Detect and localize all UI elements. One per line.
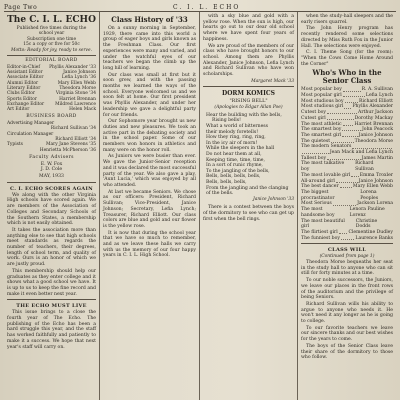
list-item: The most beautiful girl Christine Dodds	[301, 218, 378, 230]
board-row: Richard Elliott '34	[55, 137, 96, 142]
masthead-line-2: school year	[38, 31, 65, 37]
board-row: Alumni Editor Mary Ellen Webb	[7, 80, 96, 86]
business-board-label: BUSINESS BOARD	[26, 114, 77, 120]
list-item: The biggest procrastinator Lorena Peoples	[301, 189, 379, 201]
article-paragraph: Richard Sullivan wills his ability to argue to anyone who needs it. He won't need it any longer as he is going to college.	[301, 301, 393, 325]
list-item: The best dancer Mary Ellen Webb	[301, 184, 393, 190]
article-paragraph: C. I. Theme Song (for the room): "When the Cows Come Home Around the Corner"	[301, 50, 393, 67]
article-paragraph: On a sunny morning in September, 1929, there came into this world a group of eager boys and girls known as the Freshman Class. Our first experiences were many and varied, and under the watchful eyes of our teachers we began the climb up the long hill of learning.	[103, 26, 196, 71]
faculty-adviser: J. D. Cole	[40, 167, 63, 173]
article-paragraph: As Juniors we were busier than ever. We gave the Junior-Senior reception and it was declared the most successful party of the year. We also gave a play, 'Aunt Lucia,' which was enjoyed by all who attended.	[103, 154, 196, 188]
article-paragraph: Our class was small at first but it soon grew, and with the passing months we learned the ways of the school. Everyone welcomed us and we soon felt at home. Our first president was Phyllis Alexander, and under her leadership we gave a delightful party for our friends.	[103, 72, 196, 118]
column-3	[200, 12, 298, 400]
byline: Janice Johnson '33	[252, 196, 294, 202]
article-paragraph: There is a contest between the boys of the dormitory to see who can get up first when the bell rings.	[203, 205, 294, 222]
divider	[203, 86, 294, 87]
article-paragraph: Theodora Morse bequeaths her seat in the study hall to anyone who can sit still for forty minutes at a time.	[301, 260, 393, 277]
article-paragraph: when the study-hall sleepers and the early risers quarrel.	[301, 14, 393, 25]
article-paragraph: The John Henry program has recently rendered some selections directed by Miss Ruth Fox in the Junior Hall. The selections were enjoyed.	[301, 26, 393, 49]
list-item: The smartest boy John Peacock	[301, 127, 393, 133]
business-board-list	[7, 121, 96, 153]
list-item: Most studious girl Phyllis Alexander	[301, 104, 393, 110]
board-row: Circulation Manager	[7, 131, 54, 137]
list-item: The smartest girl Janice Johnson	[301, 132, 393, 138]
board-row: Richard Sullivan '34	[50, 126, 96, 132]
masthead-line-4: 15c a copy or five for 50c	[23, 42, 80, 48]
verse-title: "RISING BELL"	[229, 99, 268, 105]
article-paragraph: It is now that during the school year that we have so much to remember, and as we leave these halls we carry with us the memory of our four happy years in C. I. L. High School.	[103, 230, 196, 259]
article-paragraph: with a sky blue and gold with a yellow rose. When the sun is high, our hearts go out to our dear old school where we have spent four years of happiness.	[203, 14, 294, 42]
board-row: Associate Editor Lefia Lynch '36	[7, 75, 96, 81]
verse-line: their melody foretells!	[206, 129, 259, 135]
list-item: The most handsome boy Lenora Pauline Lorenz	[301, 207, 385, 218]
board-row: Exchange Editor Mildred Lawrence	[7, 101, 96, 107]
article-paragraph: We are proud of the members of our class who have brought honors to our school. Among them are Phyllis Alexander, Janice Johnson, Lefia Lynch and Richard Sullivan who have won scholarships.	[203, 43, 294, 78]
column-2	[100, 12, 200, 400]
board-row: Henrietta McPherson '36	[39, 147, 96, 153]
article-paragraph: It takes the association more than anything else to see that high schools meet standards as regards the number of teachers, their degrees, length of school term, and quality of work. Ours is an honor of which we are justly proud.	[7, 227, 96, 268]
running-head	[4, 2, 396, 12]
list-item: Most Serious Jackson Lorena	[301, 201, 393, 207]
list-item: Cutest girl Dorothy Mackay	[301, 115, 393, 121]
list-item: All-around girl Janice Johnson	[301, 178, 393, 184]
editorial-board-list	[7, 65, 96, 113]
board-row: Sports Editor Harriet Brennan	[7, 96, 96, 102]
class-will-heading: CLASS WILL	[327, 247, 367, 254]
list-item: Jean Mack and Lefia Lynch	[301, 150, 393, 156]
list-item: The most talkative boy Richard Sullivan	[301, 161, 374, 173]
verse-line: In a sort of runic rhyme,	[206, 163, 263, 169]
verse-line: What a world of bitterness	[206, 124, 269, 130]
verse-line: of the bells.	[206, 191, 234, 197]
masthead-line-3: Subscription one time	[26, 36, 77, 42]
divider	[7, 55, 96, 56]
verse-line: In the icy air of morn!	[206, 140, 258, 146]
article-paragraph: At last we became Seniors. We chose as our officers: President, Richard Sullivan; Vice-President, Janice Johnson; Secretary, Lefia Lynch; Treasurer, Richard Elliott. Our class colors are blue and gold and our flower is the yellow rose.	[103, 189, 196, 229]
divider	[7, 299, 96, 300]
verse-line: Do not hear them at all,	[206, 152, 262, 157]
board-row: Typists Mary Jane Stevens '35	[7, 142, 96, 148]
article-heading: C. I. ECHO SCORES AGAIN	[10, 185, 93, 192]
verse-line: Bells, bells, bells, bells,	[206, 174, 261, 180]
column-1	[4, 12, 100, 400]
verse-line: Keeping time, time, time,	[206, 157, 265, 163]
faculty-adviser: E. W. Fox	[40, 161, 63, 167]
verse-line: Bells, bells, bells,	[206, 179, 247, 185]
article-paragraph: We along with the other Virginia High schools have scored again. We are members of the Association of Colleges and Secondary Schools of the Southern States, a membership which is not easily obtained.	[7, 192, 96, 227]
column-4	[298, 12, 396, 400]
continued-note: (Continued from page 1)	[319, 254, 375, 260]
verse-line: How they ring, ring, ring,	[206, 135, 266, 141]
article-paragraph: The boys of the Senior Class leave their share of the dormitory to those who follow.	[301, 343, 393, 361]
board-row: Editor-in-Chief Phyllis Alexander '33	[7, 64, 96, 70]
verse	[203, 113, 294, 197]
whos-who-heading: Who's Who in the Senior Class	[312, 68, 382, 86]
list-item: Cutest boy Arthur Jackson	[301, 110, 393, 116]
editorial-board-label: EDITORIAL BOARD	[25, 58, 78, 64]
masthead-title: The C. I. L. ECHO	[7, 15, 96, 25]
verse-line: To the jangling of the bells,	[206, 168, 270, 174]
running-head-title: C. I. L. ECHO	[172, 4, 241, 11]
board-row: Clubs Editor Virginia Stone '34	[7, 91, 96, 97]
issue-date: MAY, 1933	[39, 174, 64, 179]
page-number: Page Two	[4, 4, 38, 11]
masthead-motto: Motto: Ready for joy, ready to serve.	[10, 47, 93, 53]
class-history-heading: Class History of '33	[111, 15, 188, 24]
dorm-komics-heading: DORM KOMICS	[222, 90, 275, 98]
article-paragraph: This membership should help our graduates as they enter college and it shows what a good school we have. It is up to us to keep the fine record and make it even better next year.	[7, 268, 96, 297]
list-item: The most lovable girl Emma Troxler	[301, 172, 393, 178]
divider	[301, 243, 393, 244]
verse-line: Hear the building with the bells,	[206, 112, 282, 118]
article-paragraph: To our favorite teachers we leave our sincere thanks and our best wishes for the years to come.	[301, 325, 393, 343]
list-item: The flirtiest girl Clementine Dudley	[301, 229, 393, 235]
article-paragraph: To our noble successors, the Juniors, we leave our places in the front rows of the auditorium and the privilege of being Seniors.	[301, 278, 393, 301]
divider	[7, 182, 96, 183]
article-heading: THE ECHO MUST LIVE	[16, 303, 87, 310]
list-item: The quietest Theodora Morse	[301, 138, 393, 144]
columns	[4, 12, 396, 400]
verse-line: Rising bells!	[212, 118, 241, 124]
board-row: Literary Editor Theodora Morse	[7, 85, 96, 91]
board-row: Assistant Editor Janice Johnson	[7, 70, 96, 76]
list-item: Most popular boy R. A. Sullivan	[301, 87, 393, 93]
verse-line: From the jangling and the clanging	[206, 185, 289, 191]
article-paragraph: Our Sophomore year brought us new duties and new pleasures. We took an active part in the debating society and in the school paper. Some of our members won honors in athletics and many were on the honor roll.	[103, 119, 196, 153]
list-item: The most athletic Harriet Brennan	[301, 121, 393, 127]
faculty-advisers-label: Faculty Advisers	[29, 154, 74, 160]
list-item: The modern Senators	[301, 144, 393, 150]
board-row: Advertising Manager	[7, 121, 55, 127]
board-row: Art Editor Helen Mack	[7, 107, 96, 113]
list-item: Tallest boy James Martin	[301, 155, 393, 161]
verse-subtitle: (Apologies to Edgar Allan Poe)	[214, 105, 283, 111]
masthead-line-1: Published five times during the	[16, 26, 87, 31]
byline: Margaret Mack '33	[251, 78, 294, 84]
whos-who-list	[301, 87, 393, 241]
list-item: Most popular girl Lefia Lynch	[301, 93, 393, 99]
list-item: The funniest boy Laurence Banks	[301, 235, 393, 241]
article-paragraph: This issue brings to a close the fourth year of The Echo. The publishing of the Echo has been a hard struggle this year, and the staff has worked faithfully and patiently to make it a success. We hope that next year's staff will carry on.	[7, 310, 96, 350]
verse-line: While the sleepers in the hall	[206, 146, 275, 152]
list-item: Most studious boy Richard Elliott	[301, 98, 393, 104]
